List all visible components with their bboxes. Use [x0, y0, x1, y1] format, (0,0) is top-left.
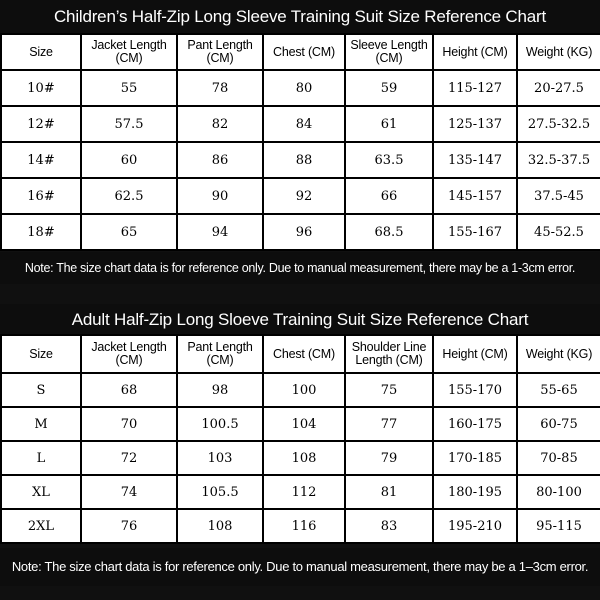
cell-size: 18#: [1, 214, 81, 250]
table-row: [1, 407, 600, 441]
cell-chest: 96: [263, 214, 345, 250]
header-chest: Chest (CM): [263, 335, 345, 373]
header-chest: Chest (CM): [263, 34, 345, 70]
cell-weight: 45-52.5: [517, 214, 600, 250]
cell-height: 135-147: [433, 142, 517, 178]
cell-jacket: 74: [81, 475, 177, 509]
cell-height: 180-195: [433, 475, 517, 509]
header-size: Size: [1, 335, 81, 373]
cell-height: 115-127: [433, 70, 517, 106]
cell-chest: 88: [263, 142, 345, 178]
cell-sleeve: 61: [345, 106, 433, 142]
cell-size: XL: [1, 475, 81, 509]
adult-chart-title: Adult Half-Zip Long Sloeve Training Suit Size Reference Chart: [71, 310, 529, 329]
cell-height: 160-175: [433, 407, 517, 441]
header-weight: Weight (KG): [517, 335, 600, 373]
cell-jacket: 60: [81, 142, 177, 178]
cell-chest: 116: [263, 509, 345, 543]
cell-size: 10#: [1, 70, 81, 106]
table-row: [1, 373, 600, 407]
header-pant-length: Pant Length (CM): [177, 34, 263, 70]
table-row: [1, 214, 600, 250]
cell-size: 14#: [1, 142, 81, 178]
cell-weight: 55-65: [517, 373, 600, 407]
cell-weight: 37.5-45: [517, 178, 600, 214]
header-sleeve-length: Sleeve Length (CM): [345, 34, 433, 70]
adult-note-band: [0, 548, 600, 586]
table-row: [1, 441, 600, 475]
cell-chest: 84: [263, 106, 345, 142]
cell-jacket: 57.5: [81, 106, 177, 142]
cell-height: 155-170: [433, 373, 517, 407]
header-weight: Weight (KG): [517, 34, 600, 70]
table-row: [1, 142, 600, 178]
cell-shoulder: 81: [345, 475, 433, 509]
cell-height: 170-185: [433, 441, 517, 475]
cell-pant: 82: [177, 106, 263, 142]
cell-shoulder: 83: [345, 509, 433, 543]
cell-size: 2XL: [1, 509, 81, 543]
cell-shoulder: 77: [345, 407, 433, 441]
header-pant-length: Pant Length (CM): [177, 335, 263, 373]
cell-height: 145-157: [433, 178, 517, 214]
cell-weight: 20-27.5: [517, 70, 600, 106]
cell-shoulder: 75: [345, 373, 433, 407]
cell-shoulder: 79: [345, 441, 433, 475]
cell-pant: 94: [177, 214, 263, 250]
adult-header-row: [1, 335, 600, 373]
children-chart-title: Children’s Half-Zip Long Sleeve Training Suit Size Reference Chart: [53, 7, 547, 26]
cell-pant: 86: [177, 142, 263, 178]
header-shoulder-line-length: Shoulder Line Length (CM): [345, 335, 433, 373]
cell-chest: 112: [263, 475, 345, 509]
children-size-table: [0, 33, 600, 251]
table-row: [1, 178, 600, 214]
cell-height: 195-210: [433, 509, 517, 543]
cell-chest: 100: [263, 373, 345, 407]
cell-chest: 80: [263, 70, 345, 106]
table-row: [1, 70, 600, 106]
cell-size: 12#: [1, 106, 81, 142]
cell-sleeve: 59: [345, 70, 433, 106]
cell-size: 16#: [1, 178, 81, 214]
children-title-band: [0, 0, 600, 34]
cell-chest: 108: [263, 441, 345, 475]
cell-jacket: 55: [81, 70, 177, 106]
cell-height: 155-167: [433, 214, 517, 250]
cell-weight: 27.5-32.5: [517, 106, 600, 142]
cell-sleeve: 66: [345, 178, 433, 214]
cell-size: M: [1, 407, 81, 441]
cell-pant: 78: [177, 70, 263, 106]
cell-chest: 104: [263, 407, 345, 441]
cell-weight: 32.5-37.5: [517, 142, 600, 178]
cell-pant: 105.5: [177, 475, 263, 509]
adult-title-band: [0, 304, 600, 336]
cell-pant: 90: [177, 178, 263, 214]
children-note: Note: The size chart data is for reference only. Due to manual measurement, there may be a 1-3cm error.: [24, 261, 576, 275]
adult-size-table: [0, 334, 600, 544]
cell-jacket: 76: [81, 509, 177, 543]
cell-pant: 98: [177, 373, 263, 407]
cell-size: S: [1, 373, 81, 407]
cell-jacket: 65: [81, 214, 177, 250]
header-height: Height (CM): [433, 335, 517, 373]
cell-weight: 95-115: [517, 509, 600, 543]
header-jacket-length: Jacket Length (CM): [81, 34, 177, 70]
header-jacket-length: Jacket Length (CM): [81, 335, 177, 373]
adult-note: Note: The size chart data is for reference only. Due to manual measurement, there may be a 1–3cm error.: [11, 559, 589, 574]
cell-chest: 92: [263, 178, 345, 214]
cell-jacket: 70: [81, 407, 177, 441]
cell-size: L: [1, 441, 81, 475]
cell-sleeve: 63.5: [345, 142, 433, 178]
header-height: Height (CM): [433, 34, 517, 70]
cell-pant: 108: [177, 509, 263, 543]
cell-weight: 80-100: [517, 475, 600, 509]
table-row: [1, 475, 600, 509]
header-size: Size: [1, 34, 81, 70]
table-row: [1, 106, 600, 142]
children-header-row: [1, 34, 600, 70]
cell-jacket: 68: [81, 373, 177, 407]
cell-sleeve: 68.5: [345, 214, 433, 250]
cell-weight: 60-75: [517, 407, 600, 441]
cell-jacket: 72: [81, 441, 177, 475]
cell-pant: 103: [177, 441, 263, 475]
cell-height: 125-137: [433, 106, 517, 142]
cell-weight: 70-85: [517, 441, 600, 475]
cell-jacket: 62.5: [81, 178, 177, 214]
children-note-band: [0, 252, 600, 284]
table-row: [1, 509, 600, 543]
cell-pant: 100.5: [177, 407, 263, 441]
